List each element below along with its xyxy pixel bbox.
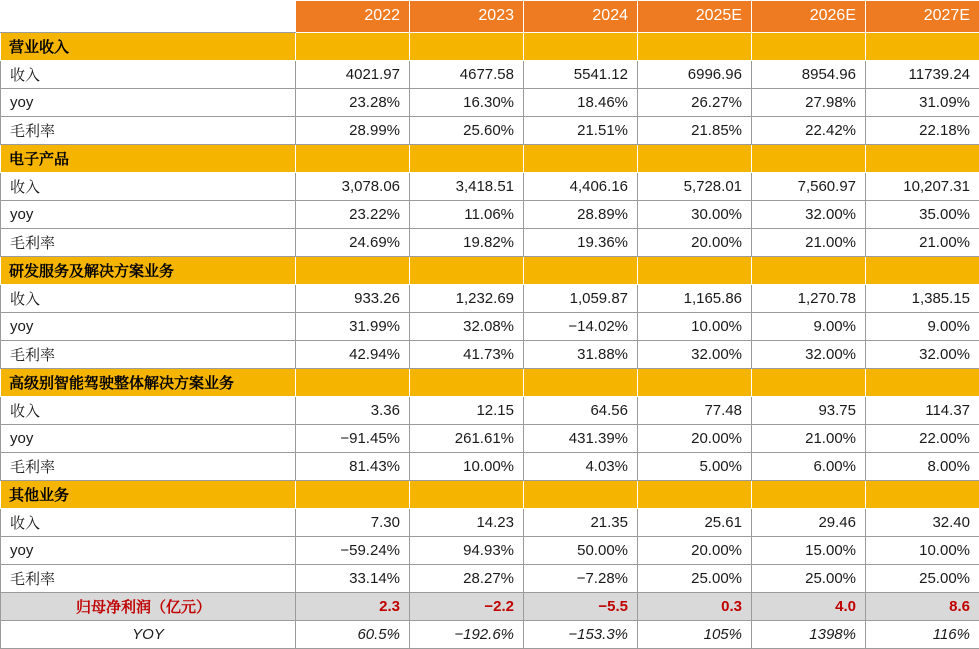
cell-value xyxy=(866,145,979,173)
cell-value: 23.22% xyxy=(296,201,410,229)
table-row xyxy=(1,89,979,117)
cell-value: 25.60% xyxy=(410,117,524,145)
cell-value: 32.00% xyxy=(638,341,752,369)
cell-value xyxy=(752,145,866,173)
cell-value: 4021.97 xyxy=(296,61,410,89)
cell-value: 10.00% xyxy=(638,313,752,341)
cell-value: 41.73% xyxy=(410,341,524,369)
cell-value xyxy=(296,481,410,509)
table-header-corner xyxy=(1,1,296,33)
cell-value: −2.2 xyxy=(410,593,524,621)
table-section-row xyxy=(1,369,979,397)
column-header-2025E: 2025E xyxy=(638,1,752,33)
cell-value: 29.46 xyxy=(752,509,866,537)
cell-value: 22.00% xyxy=(866,425,979,453)
cell-value: 25.61 xyxy=(638,509,752,537)
cell-value xyxy=(638,257,752,285)
row-label: 电子产品 xyxy=(1,145,296,173)
cell-value: 32.00% xyxy=(752,201,866,229)
cell-value: 21.85% xyxy=(638,117,752,145)
cell-value xyxy=(524,481,638,509)
cell-value: 4,406.16 xyxy=(524,173,638,201)
row-label: 收入 xyxy=(1,509,296,537)
column-header-2027E: 2027E xyxy=(866,1,979,33)
cell-value: 42.94% xyxy=(296,341,410,369)
table-row xyxy=(1,565,979,593)
cell-value xyxy=(410,145,524,173)
cell-value: 1,385.15 xyxy=(866,285,979,313)
table-section-row xyxy=(1,257,979,285)
cell-value: −5.5 xyxy=(524,593,638,621)
cell-value: 6996.96 xyxy=(638,61,752,89)
cell-value: 22.18% xyxy=(866,117,979,145)
cell-value: 81.43% xyxy=(296,453,410,481)
cell-value: 32.08% xyxy=(410,313,524,341)
cell-value: 50.00% xyxy=(524,537,638,565)
table-row xyxy=(1,537,979,565)
cell-value: 8.00% xyxy=(866,453,979,481)
cell-value: 28.99% xyxy=(296,117,410,145)
cell-value: 431.39% xyxy=(524,425,638,453)
cell-value: 4.03% xyxy=(524,453,638,481)
cell-value xyxy=(752,369,866,397)
cell-value: 4.0 xyxy=(752,593,866,621)
cell-value: 105% xyxy=(638,621,752,649)
cell-value xyxy=(752,257,866,285)
table-row xyxy=(1,425,979,453)
cell-value: 1,232.69 xyxy=(410,285,524,313)
cell-value: 60.5% xyxy=(296,621,410,649)
cell-value xyxy=(524,257,638,285)
cell-value: 15.00% xyxy=(752,537,866,565)
cell-value: 10,207.31 xyxy=(866,173,979,201)
column-header-2022: 2022 xyxy=(296,1,410,33)
cell-value xyxy=(638,145,752,173)
cell-value: −59.24% xyxy=(296,537,410,565)
cell-value xyxy=(524,369,638,397)
cell-value: 1398% xyxy=(752,621,866,649)
cell-value: 3,418.51 xyxy=(410,173,524,201)
table-body xyxy=(1,1,979,649)
row-label: 收入 xyxy=(1,173,296,201)
cell-value: 1,165.86 xyxy=(638,285,752,313)
cell-value: 933.26 xyxy=(296,285,410,313)
cell-value: 261.61% xyxy=(410,425,524,453)
cell-value: 28.89% xyxy=(524,201,638,229)
table-section-row xyxy=(1,33,979,61)
cell-value: 11.06% xyxy=(410,201,524,229)
cell-value: 94.93% xyxy=(410,537,524,565)
cell-value: 18.46% xyxy=(524,89,638,117)
cell-value xyxy=(638,481,752,509)
row-label: yoy xyxy=(1,201,296,229)
row-label: yoy xyxy=(1,89,296,117)
cell-value: 21.00% xyxy=(752,229,866,257)
row-label: 毛利率 xyxy=(1,229,296,257)
cell-value: 8954.96 xyxy=(752,61,866,89)
cell-value: 20.00% xyxy=(638,229,752,257)
cell-value xyxy=(296,369,410,397)
row-label: 收入 xyxy=(1,397,296,425)
row-label: 营业收入 xyxy=(1,33,296,61)
cell-value: 12.15 xyxy=(410,397,524,425)
cell-value: 21.00% xyxy=(752,425,866,453)
cell-value: 0.3 xyxy=(638,593,752,621)
cell-value: −153.3% xyxy=(524,621,638,649)
cell-value: 33.14% xyxy=(296,565,410,593)
cell-value: 9.00% xyxy=(752,313,866,341)
table-row xyxy=(1,509,979,537)
column-header-2023: 2023 xyxy=(410,1,524,33)
column-header-2026E: 2026E xyxy=(752,1,866,33)
cell-value: 21.00% xyxy=(866,229,979,257)
row-label: 归母净利润（亿元） xyxy=(1,593,296,621)
cell-value xyxy=(866,257,979,285)
table-row xyxy=(1,593,979,621)
cell-value: 26.27% xyxy=(638,89,752,117)
row-label: yoy xyxy=(1,313,296,341)
row-label: 毛利率 xyxy=(1,117,296,145)
row-label: 研发服务及解决方案业务 xyxy=(1,257,296,285)
cell-value: 5541.12 xyxy=(524,61,638,89)
cell-value: 8.6 xyxy=(866,593,979,621)
row-label: 毛利率 xyxy=(1,341,296,369)
row-label: yoy xyxy=(1,537,296,565)
cell-value: 31.99% xyxy=(296,313,410,341)
cell-value: 3.36 xyxy=(296,397,410,425)
cell-value xyxy=(638,369,752,397)
cell-value: 25.00% xyxy=(638,565,752,593)
cell-value: 9.00% xyxy=(866,313,979,341)
table-row xyxy=(1,341,979,369)
cell-value: 22.42% xyxy=(752,117,866,145)
column-header-2024: 2024 xyxy=(524,1,638,33)
row-label: 其他业务 xyxy=(1,481,296,509)
cell-value: −14.02% xyxy=(524,313,638,341)
cell-value xyxy=(296,257,410,285)
table-row xyxy=(1,117,979,145)
cell-value: 1,270.78 xyxy=(752,285,866,313)
cell-value xyxy=(296,145,410,173)
cell-value: 35.00% xyxy=(866,201,979,229)
row-label: 收入 xyxy=(1,285,296,313)
cell-value: 4677.58 xyxy=(410,61,524,89)
cell-value xyxy=(524,145,638,173)
cell-value: 20.00% xyxy=(638,537,752,565)
cell-value: 5,728.01 xyxy=(638,173,752,201)
table-row xyxy=(1,61,979,89)
cell-value: 10.00% xyxy=(866,537,979,565)
cell-value xyxy=(752,33,866,61)
cell-value: 27.98% xyxy=(752,89,866,117)
row-label: 毛利率 xyxy=(1,565,296,593)
cell-value: 30.00% xyxy=(638,201,752,229)
cell-value xyxy=(866,33,979,61)
cell-value: −192.6% xyxy=(410,621,524,649)
cell-value: 21.35 xyxy=(524,509,638,537)
cell-value: 11739.24 xyxy=(866,61,979,89)
row-label: 收入 xyxy=(1,61,296,89)
row-label: YOY xyxy=(1,621,296,649)
cell-value: 32.00% xyxy=(866,341,979,369)
cell-value xyxy=(410,257,524,285)
cell-value: 7,560.97 xyxy=(752,173,866,201)
cell-value: −7.28% xyxy=(524,565,638,593)
cell-value: 7.30 xyxy=(296,509,410,537)
row-label: 毛利率 xyxy=(1,453,296,481)
table-row xyxy=(1,313,979,341)
cell-value: 77.48 xyxy=(638,397,752,425)
cell-value: 64.56 xyxy=(524,397,638,425)
cell-value: 24.69% xyxy=(296,229,410,257)
cell-value xyxy=(524,33,638,61)
cell-value: 93.75 xyxy=(752,397,866,425)
cell-value: 31.88% xyxy=(524,341,638,369)
cell-value: −91.45% xyxy=(296,425,410,453)
table-row xyxy=(1,397,979,425)
cell-value: 31.09% xyxy=(866,89,979,117)
table-row xyxy=(1,285,979,313)
cell-value: 116% xyxy=(866,621,979,649)
table-row xyxy=(1,621,979,649)
cell-value: 3,078.06 xyxy=(296,173,410,201)
cell-value xyxy=(866,369,979,397)
cell-value: 19.82% xyxy=(410,229,524,257)
cell-value: 114.37 xyxy=(866,397,979,425)
table-section-row xyxy=(1,145,979,173)
cell-value: 25.00% xyxy=(752,565,866,593)
cell-value xyxy=(410,369,524,397)
cell-value: 21.51% xyxy=(524,117,638,145)
table-section-row xyxy=(1,481,979,509)
row-label: yoy xyxy=(1,425,296,453)
cell-value xyxy=(752,481,866,509)
cell-value: 23.28% xyxy=(296,89,410,117)
cell-value xyxy=(410,33,524,61)
cell-value xyxy=(296,33,410,61)
cell-value xyxy=(866,481,979,509)
cell-value: 32.00% xyxy=(752,341,866,369)
cell-value xyxy=(410,481,524,509)
cell-value: 28.27% xyxy=(410,565,524,593)
table-row xyxy=(1,453,979,481)
table-header-row xyxy=(1,1,979,33)
cell-value: 5.00% xyxy=(638,453,752,481)
cell-value: 1,059.87 xyxy=(524,285,638,313)
cell-value xyxy=(638,33,752,61)
table-row xyxy=(1,201,979,229)
table-row xyxy=(1,173,979,201)
cell-value: 20.00% xyxy=(638,425,752,453)
cell-value: 19.36% xyxy=(524,229,638,257)
table-row xyxy=(1,229,979,257)
cell-value: 6.00% xyxy=(752,453,866,481)
row-label: 高级别智能驾驶整体解决方案业务 xyxy=(1,369,296,397)
cell-value: 14.23 xyxy=(410,509,524,537)
cell-value: 32.40 xyxy=(866,509,979,537)
cell-value: 10.00% xyxy=(410,453,524,481)
cell-value: 25.00% xyxy=(866,565,979,593)
cell-value: 2.3 xyxy=(296,593,410,621)
cell-value: 16.30% xyxy=(410,89,524,117)
